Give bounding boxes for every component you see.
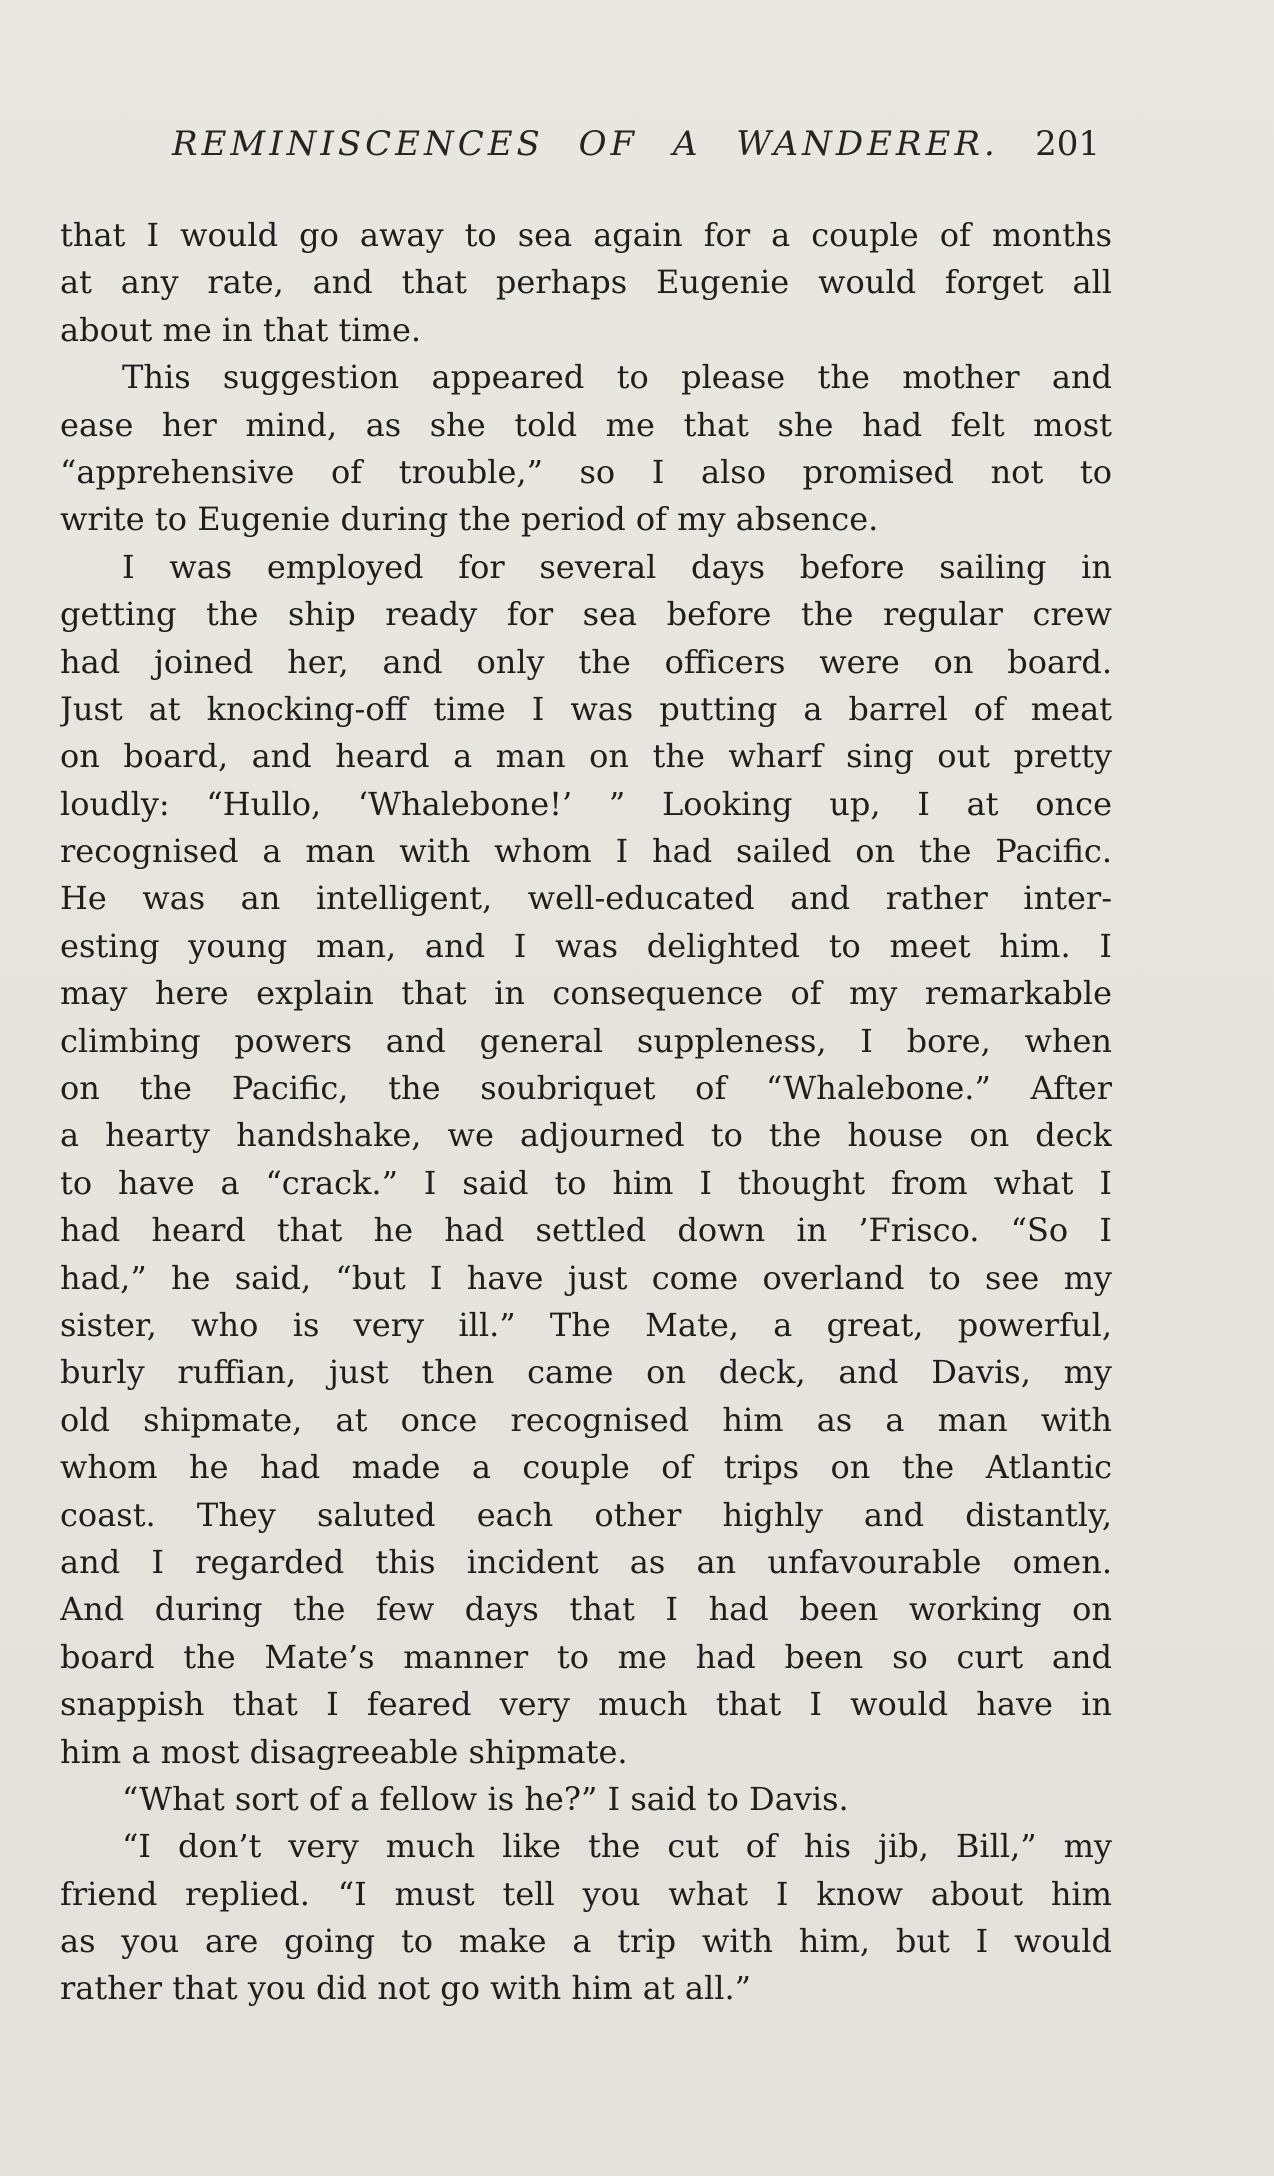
text-line: board the Mate’s manner to me had been so curt and <box>60 1637 1112 1676</box>
text-line: recognised a man with whom I had sailed on the Pacific. <box>60 832 1112 871</box>
text-line: him a most disagreeable shipmate. <box>60 1732 628 1771</box>
text-line: “apprehensive of trouble,” so I also promised not to <box>60 452 1112 491</box>
text-line: and I regarded this incident as an unfavourable omen. <box>60 1542 1112 1581</box>
text-line: loudly: “Hullo, ‘Whalebone!’ ” Looking up, I at once <box>60 784 1112 823</box>
text-line: at any rate, and that perhaps Eugenie would forget all <box>60 263 1112 302</box>
page-header <box>60 124 1100 184</box>
text-line: whom he had made a couple of trips on the Atlantic <box>60 1448 1112 1487</box>
text-line: that I would go away to sea again for a couple of months <box>60 216 1112 254</box>
page-number: 201 <box>1035 124 1100 164</box>
text-line: about me in that time. <box>60 310 422 349</box>
text-line: to have a “crack.” I said to him I thought from what I <box>60 1163 1112 1202</box>
text-line: coast. They saluted each other highly and distantly, <box>60 1495 1112 1534</box>
text-line: And during the few days that I had been working on <box>60 1590 1112 1629</box>
text-line: a hearty handshake, we adjourned to the house on deck <box>60 1116 1112 1155</box>
text-line: old shipmate, at once recognised him as a man with <box>60 1400 1112 1439</box>
text-line: ease her mind, as she told me that she had felt most <box>60 405 1112 444</box>
text-line: had heard that he had settled down in ’Frisco. “So I <box>60 1211 1112 1250</box>
text-line: I was employed for several days before sailing in <box>122 547 1112 586</box>
text-line: on board, and heard a man on the wharf sing out pretty <box>60 737 1112 776</box>
text-line: rather that you did not go with him at all.” <box>60 1969 751 2008</box>
text-line: on the Pacific, the soubriquet of “Whalebone.” After <box>60 1069 1112 1108</box>
text-line: write to Eugenie during the period of my absence. <box>60 500 879 539</box>
body-text <box>60 212 1112 2013</box>
text-line: may here explain that in consequence of my remarkable <box>60 974 1112 1013</box>
text-line: getting the ship ready for sea before the regular crew <box>60 595 1112 634</box>
text-line: “I don’t very much like the cut of his jib, Bill,” my <box>122 1827 1112 1866</box>
text-line: climbing powers and general suppleness, I bore, when <box>60 1021 1112 1060</box>
text-line: Just at knocking-off time I was putting a barrel of meat <box>60 689 1112 728</box>
text-line: snappish that I feared very much that I would have in <box>60 1685 1112 1724</box>
text-line: This suggestion appeared to please the mother and <box>122 358 1112 397</box>
text-line: esting young man, and I was delighted to meet him. I <box>60 926 1112 965</box>
text-line: had joined her, and only the officers were on board. <box>60 642 1112 681</box>
text-line: as you are going to make a trip with him, but I would <box>60 1922 1112 1961</box>
text-line: He was an intelligent, well-educated and rather inter- <box>60 879 1112 918</box>
text-line: burly ruffian, just then came on deck, and Davis, my <box>60 1353 1112 1392</box>
running-title: REMINISCENCES OF A WANDERER. <box>172 124 999 164</box>
text-line: sister, who is very ill.” The Mate, a great, powerful, <box>60 1305 1112 1344</box>
text-line: “What sort of a fellow is he?” I said to Davis. <box>122 1779 849 1818</box>
text-line: friend replied. “I must tell you what I know about him <box>60 1874 1112 1913</box>
text-line: had,” he said, “but I have just come overland to see my <box>60 1258 1112 1297</box>
